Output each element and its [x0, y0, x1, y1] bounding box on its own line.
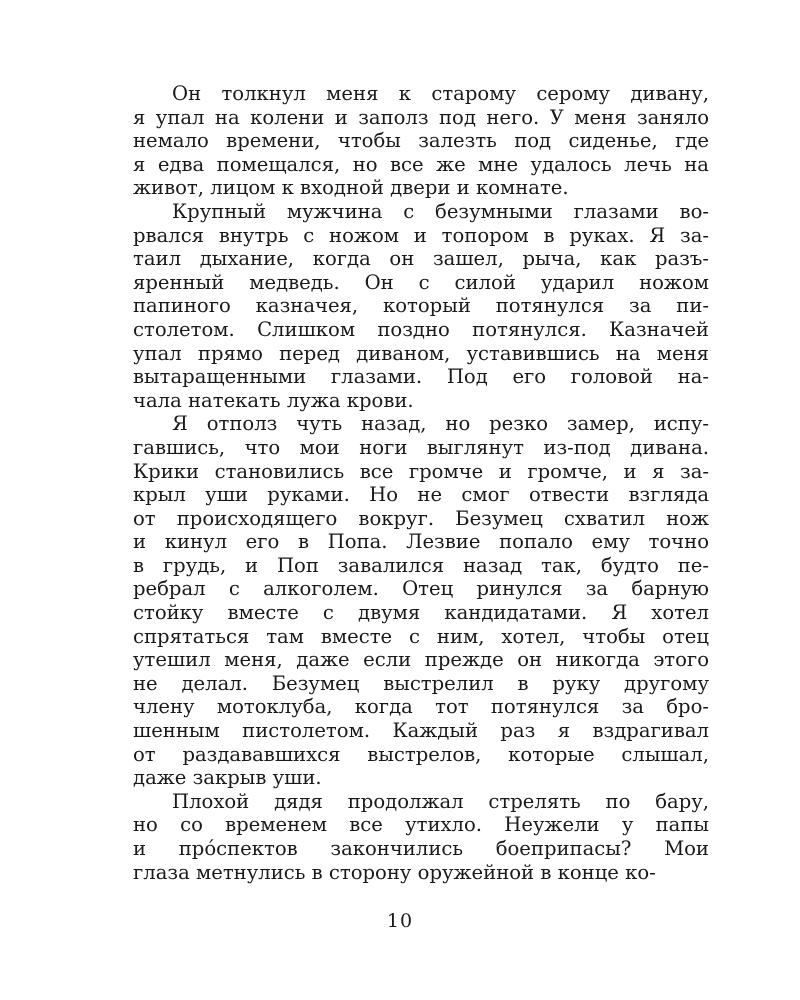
paragraph	[133, 790, 709, 884]
text-line: от происходящего вокруг. Безумец схватил нож	[133, 506, 709, 530]
text-line: ребрал с алкоголем. Отец ринулся за барную	[133, 577, 709, 601]
text-line: глаза метнулись в сторону оружейной в конце ко-	[133, 860, 656, 884]
text-line: рвался внутрь с ножом и топором в руках. Я за-	[133, 223, 709, 247]
text-line: столетом. Слишком поздно потянулся. Казначей	[133, 317, 709, 341]
text-line: яренный медведь. Он с силой ударил ножом	[133, 270, 709, 294]
text-line: Плохой дядя продолжал стрелять по бару,	[172, 789, 709, 813]
text-line: Крики становились все громче и громче, и я за-	[133, 459, 709, 483]
text-line: упал прямо перед диваном, уставившись на меня	[133, 341, 709, 365]
text-line: шенным пистолетом. Каждый раз я вздрагивал	[133, 719, 709, 743]
text-line: стойку вместе с двумя кандидатами. Я хотел	[133, 601, 709, 625]
text-line: немало времени, чтобы залезть под сиденье, где	[133, 129, 709, 153]
text-line: таил дыхание, когда он зашел, рыча, как разъ-	[133, 247, 709, 271]
text-line: даже закрыв уши.	[133, 766, 322, 790]
text-line: гавшись, что мои ноги выглянут из-под дивана.	[133, 435, 709, 459]
text-line: я едва помещался, но все же мне удалось лечь на	[133, 152, 709, 176]
text-line: в грудь, и Поп завалился назад так, будто пе-	[133, 553, 709, 577]
text-line: крыл уши руками. Но не смог отвести взгляда	[133, 483, 709, 507]
text-line: от раздававшихся выстрелов, которые слышал,	[133, 742, 709, 766]
text-line: утешил меня, даже если прежде он никогда этого	[133, 648, 709, 672]
text-line: и кинул его в Попа. Лезвие попало ему точно	[133, 530, 709, 554]
text-line: спрятаться там вместе с ним, хотел, чтобы отец	[133, 624, 709, 648]
text-line: вытаращенными глазами. Под его головой на-	[133, 365, 709, 389]
text-line: Он толкнул меня к старому серому дивану,	[172, 82, 709, 105]
text-line: но со временем все утихло. Неужели у папы	[133, 813, 709, 837]
paragraph	[133, 200, 709, 412]
body-text	[133, 82, 709, 884]
text-line: Я отполз чуть назад, но резко замер, испу-	[172, 412, 709, 436]
text-line: чала натекать лужа крови.	[133, 388, 414, 412]
text-line: не делал. Безумец выстрелил в руку другому	[133, 671, 709, 695]
text-line: члену мотоклуба, когда тот потянулся за бро-	[133, 695, 709, 719]
paragraph	[133, 412, 709, 790]
page-number: 10	[386, 910, 414, 932]
text-line: живот, лицом к входной двери и комнате.	[133, 176, 569, 200]
paragraph	[133, 82, 709, 200]
text-line: папиного казначея, который потянулся за пи-	[133, 294, 709, 318]
text-line: Крупный мужчина с безумными глазами во-	[172, 199, 709, 223]
text-line: я упал на колени и заполз под него. У меня заняло	[133, 105, 709, 129]
text-line: и прóспектов закончились боеприпасы? Мои	[133, 837, 709, 860]
